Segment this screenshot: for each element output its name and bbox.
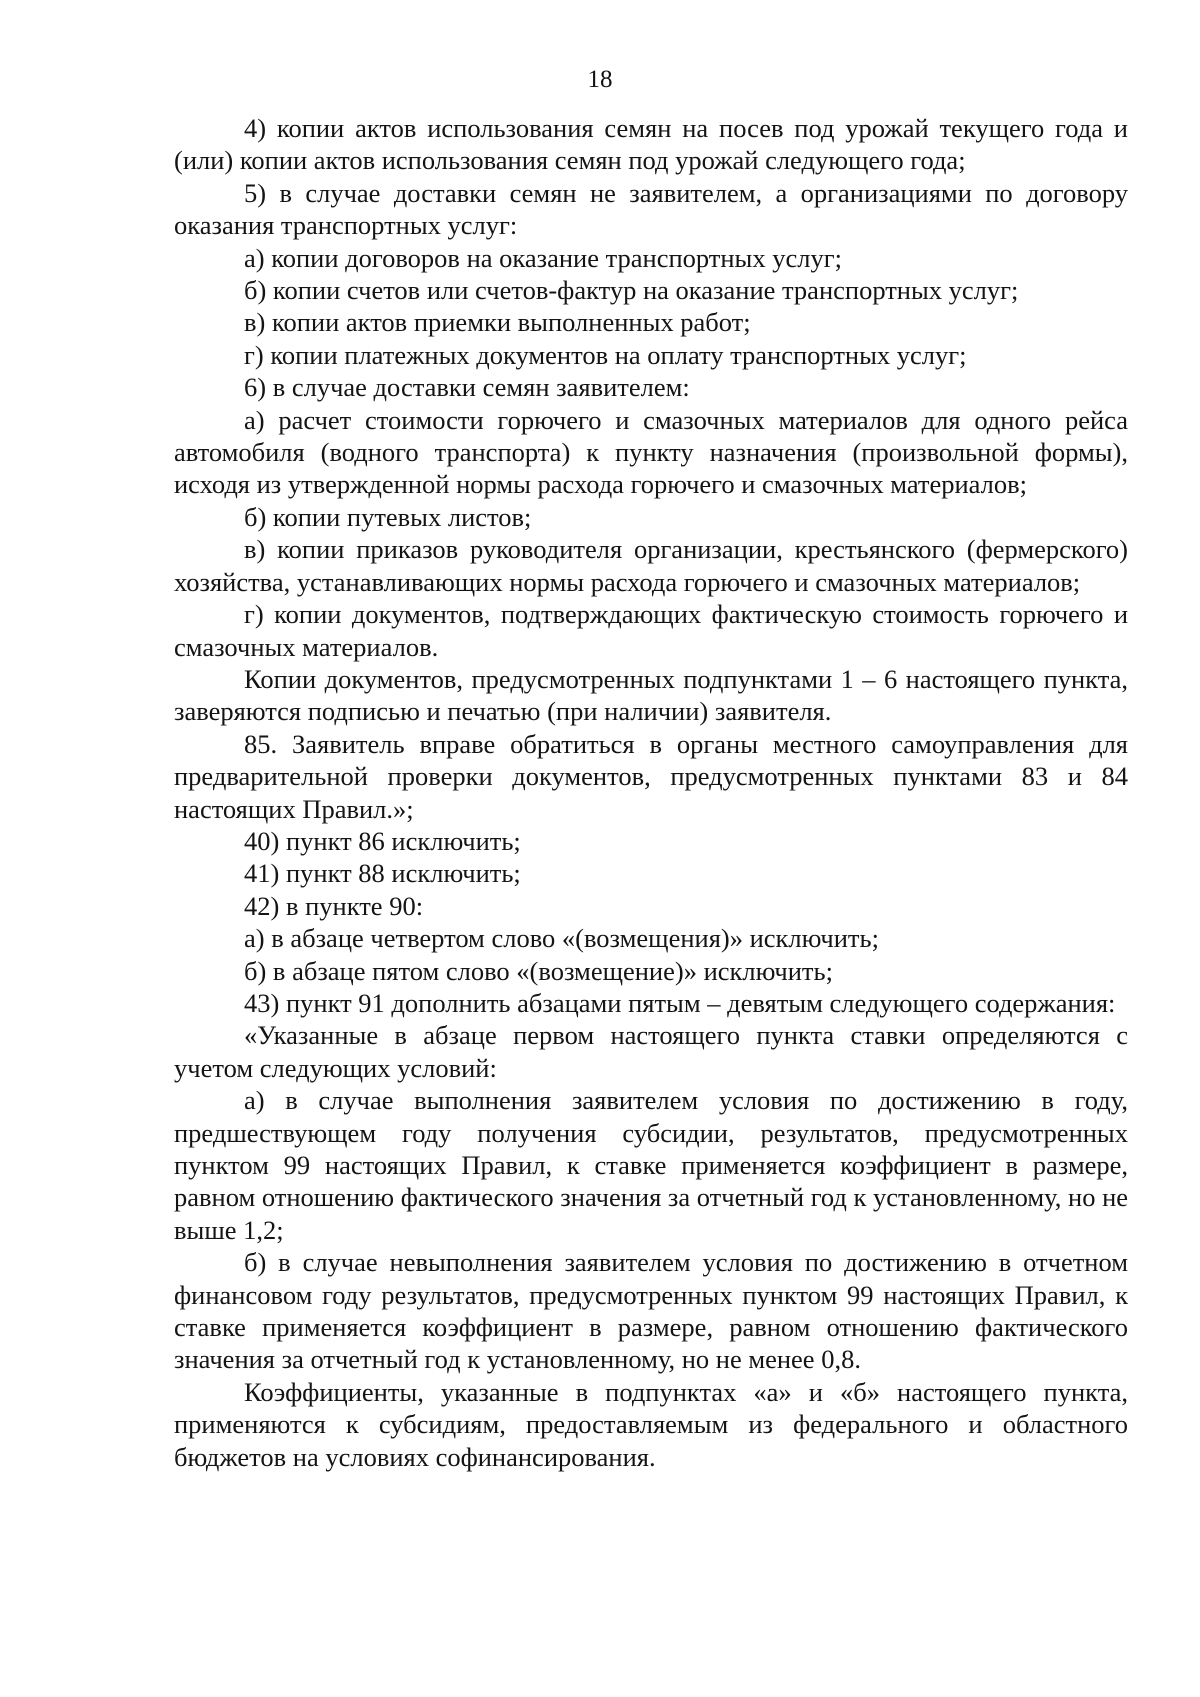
- paragraph: б) копии путевых листов;: [244, 501, 532, 532]
- paragraph: 6) в случае доставки семян заявителем:: [244, 372, 690, 403]
- paragraph: в) копии приказов руководителя организации, крестьянского (фермерского) хозяйства, устанавливающих нормы расхода горючего и смазочных материалов;: [174, 534, 1128, 597]
- paragraph: «Указанные в абзаце первом настоящего пункта ставки определяются с учетом следующих условий:: [174, 1020, 1128, 1083]
- paragraph: 85. Заявитель вправе обратиться в органы местного самоуправления для предварительной проверки документов, предусмотренных пунктами 83 и 84 настоящих Правил.»;: [174, 728, 1128, 824]
- paragraph: 42) в пункте 90:: [244, 890, 424, 921]
- page-number: 18: [587, 66, 613, 93]
- paragraph: г) копии документов, подтверждающих фактическую стоимость горючего и смазочных материалов.: [174, 599, 1128, 662]
- paragraph: б) в случае невыполнения заявителем условия по достижению в отчетном финансовом году результатов, предусмотренных пунктом 99 настоящих Правил, к ставке применяется коэффициент в размере, равном отношению фактического значения за отчетный год к установленному, но не менее 0,8.: [174, 1247, 1128, 1375]
- paragraph: 5) в случае доставки семян не заявителем, а организациями по договору оказания транспортных услуг:: [174, 177, 1128, 241]
- paragraph: б) в абзаце пятом слово «(возмещение)» исключить;: [244, 955, 833, 986]
- paragraph: а) расчет стоимости горючего и смазочных материалов для одного рейса автомобиля (водного транспорта) к пункту назначения (произвольной формы), исходя из утвержденной нормы расхода горючего и смазочных материалов;: [174, 404, 1128, 500]
- paragraph: б) копии счетов или счетов-фактур на оказание транспортных услуг;: [244, 275, 1019, 306]
- document-body: [174, 112, 1128, 1473]
- paragraph: а) в абзаце четвертом слово «(возмещения)» исключить;: [244, 923, 879, 954]
- paragraph: а) в случае выполнения заявителем условия по достижению в году, предшествующем году получения субсидии, результатов, предусмотренных пунктом 99 настоящих Правил, к ставке применяется коэффициент в размере, равном отношению фактического значения за отчетный год к установленному, но не выше 1,2;: [174, 1085, 1129, 1245]
- paragraph: 43) пункт 91 дополнить абзацами пятым – девятым следующего содержания:: [244, 987, 1116, 1018]
- paragraph: г) копии платежных документов на оплату транспортных услуг;: [244, 339, 967, 370]
- paragraph: а) копии договоров на оказание транспортных услуг;: [244, 242, 842, 273]
- paragraph: 4) копии актов использования семян на посев под урожай текущего года и (или) копии актов использования семян под урожай следующего года;: [174, 113, 1128, 176]
- paragraph: 40) пункт 86 исключить;: [244, 825, 521, 856]
- paragraph: Копии документов, предусмотренных подпунктами 1 – 6 настоящего пункта, заверяются подписью и печатью (при наличии) заявителя.: [174, 663, 1128, 727]
- paragraph: в) копии актов приемки выполненных работ;: [244, 307, 751, 338]
- paragraph: 41) пункт 88 исключить;: [244, 858, 521, 889]
- paragraph: Коэффициенты, указанные в подпунктах «а» и «б» настоящего пункта, применяются к субсидиям, предоставляемым из федерального и областного бюджетов на условиях софинансирования.: [174, 1376, 1128, 1472]
